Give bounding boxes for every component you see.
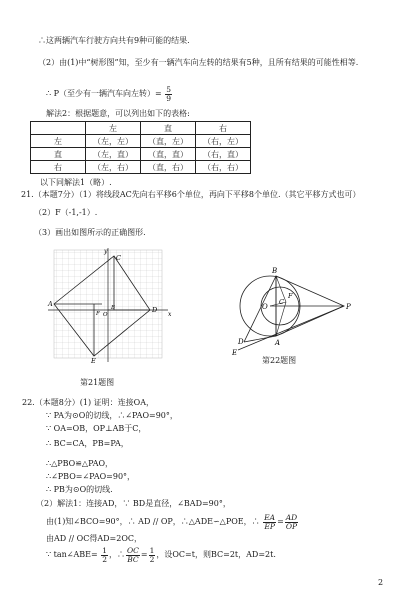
- line-solution-1: （2）解法1：连接AD，∵ BD是直径，∠BAD=90°，: [36, 499, 231, 508]
- line-proof-3: ∴ BC=CA，PB=PA，: [46, 439, 129, 448]
- figure-21: [44, 246, 176, 368]
- label-b: B: [111, 305, 116, 311]
- line-proof-6: ∴ PB为⊙O的切线.: [46, 485, 113, 494]
- fraction-5-9: $\frac{5}{9}$: [166, 84, 172, 103]
- line-q22: 22.（本题8分）(1) 证明：连接OA，: [22, 398, 155, 407]
- outcome-table: [30, 121, 251, 174]
- fraction-ad-op: $\frac{AD}{OP}$: [285, 512, 298, 531]
- table-cell: [31, 122, 86, 135]
- table-cell: 右: [196, 122, 251, 135]
- table-cell: 左: [86, 122, 141, 135]
- line-probability: ∴ P（至少有一辆汽车向左转）= $\frac{5}{9}$: [46, 84, 172, 103]
- fraction-half-1: $\frac{1}{2}$: [102, 545, 107, 564]
- label-a: A: [48, 300, 53, 308]
- label-a: A: [275, 339, 281, 347]
- fraction-oc-bc: $\frac{OC}{BC}$: [127, 545, 139, 564]
- line-q21-part3: （3）画出如图所示的正确图形.: [34, 228, 146, 237]
- line-proof-5: ∴∠PBO=∠PAO=90°，: [46, 472, 136, 481]
- figure-22: [228, 262, 356, 358]
- table-row: [31, 148, 251, 161]
- caption-fig22: 第22题图: [262, 356, 297, 365]
- table-cell: （直，直）: [141, 148, 196, 161]
- table-cell: （左，左）: [86, 135, 141, 148]
- line-solution-4: ∵ tan∠ABE= $\frac{1}{2}$ ，∴ $\frac{OC}{BC}$ = $\frac{1}{2}$ ，设OC=t，则BC=2t，AD=2t.: [46, 545, 276, 564]
- table-cell: （右，直）: [196, 148, 251, 161]
- line-same-as-method1: 以下同解法1（略）.: [40, 178, 112, 187]
- label-c: C: [279, 298, 284, 306]
- label-e: E: [232, 349, 238, 357]
- table-row: [31, 161, 251, 174]
- table-cell: （直，右）: [141, 161, 196, 174]
- table-cell: （左，直）: [86, 148, 141, 161]
- table-cell: 左: [31, 135, 86, 148]
- label-d: D: [152, 306, 158, 314]
- label-b: B: [272, 267, 278, 275]
- diameter-bd: [244, 276, 276, 342]
- line-method2: 解法2：根据题意，可以列出如下的表格:: [46, 109, 190, 118]
- page-number: 2: [378, 578, 384, 587]
- line-pe: [238, 306, 344, 350]
- label-x: x: [168, 311, 172, 318]
- label-y: y: [104, 248, 108, 255]
- line-proof-1: ∵ PA为⊙O的切线，∴∠PAO=90°，: [46, 411, 178, 420]
- line-part2-tree: （2）由(1)中“树形图”知，至少有一辆汽车向左转的结果有5种，且所有结果的可能性相等.: [38, 58, 359, 67]
- table-cell: （直，左）: [141, 135, 196, 148]
- label-c: C: [116, 254, 121, 262]
- table-cell: 直: [141, 122, 196, 135]
- line-solution-2: 由(1)知∠BCO=90°，∴ AD // OP，∴△ADE∽△POE，∴ $\frac{EA}{EP}$ = $\frac{AD}{OP}$: [46, 512, 298, 531]
- line-proof-2: ∵ OA=OB，OP⊥AB于C，: [46, 424, 147, 433]
- table-cell: （左，右）: [86, 161, 141, 174]
- table-cell: （右，左）: [196, 135, 251, 148]
- fraction-half-2: $\frac{1}{2}$: [149, 545, 155, 564]
- table-cell: （右，右）: [196, 161, 251, 174]
- line-conclusion-9: ∴这两辆汽车行驶方向共有9种可能的结果.: [38, 36, 190, 45]
- line-q21-part2: （2）F（-1,-1）.: [34, 208, 98, 217]
- label-o: O: [103, 312, 108, 318]
- table-header-row: [31, 122, 251, 135]
- label-e: E: [91, 357, 96, 365]
- label-p: P: [346, 303, 351, 311]
- line-q21: 21.（本题7分）（1）将线段AC先向右平移6个单位，再向下平移8个单位.（其它平移方式也可）: [21, 190, 361, 199]
- line-proof-4: ∴△PBO≌△PAO，: [46, 459, 114, 468]
- fraction-ea-ep: $\frac{EA}{EP}$: [264, 512, 276, 531]
- label-f: F: [96, 311, 100, 317]
- label-f: F: [288, 292, 293, 300]
- table-row: [31, 135, 251, 148]
- table-cell: 直: [31, 148, 86, 161]
- label-d: D: [238, 338, 244, 346]
- table-cell: 右: [31, 161, 86, 174]
- caption-fig21: 第21题图: [80, 378, 115, 387]
- line-solution-3: 由AD // OC得AD=2OC，: [46, 534, 143, 543]
- label-o: O: [262, 303, 268, 311]
